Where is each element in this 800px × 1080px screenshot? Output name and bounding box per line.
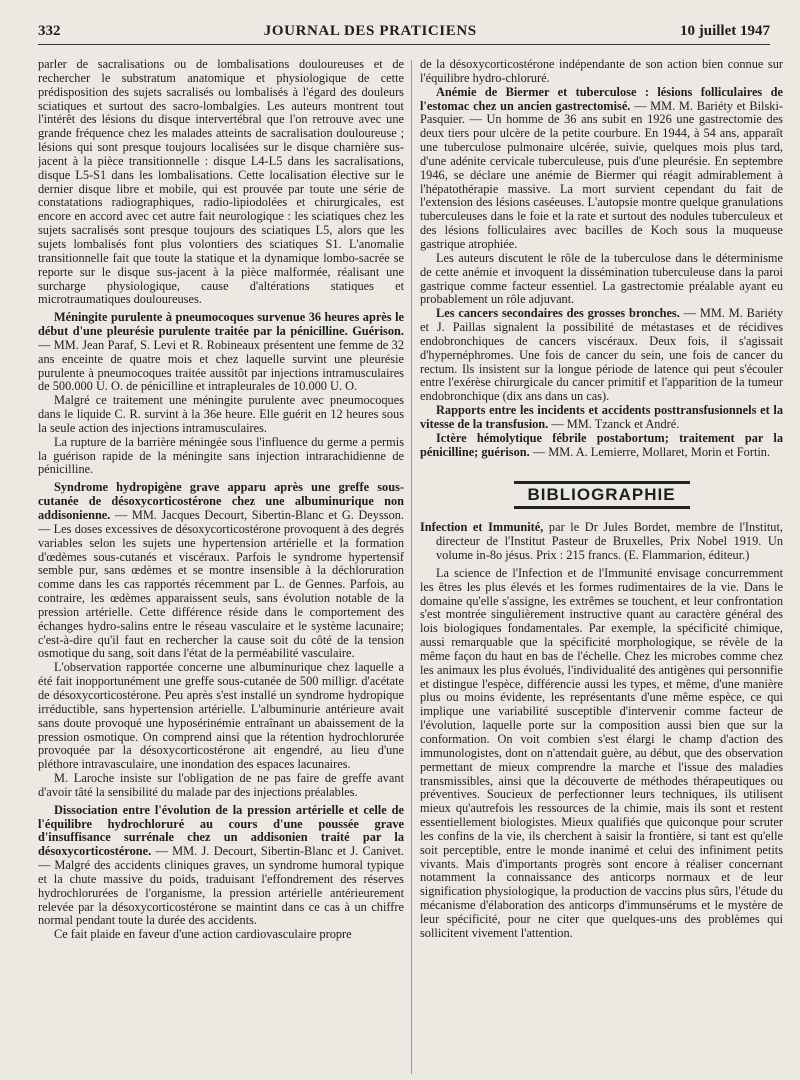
section-paragraph [38, 481, 404, 661]
paragraph: La science de l'Infection et de l'Immunité envisage concurremment les êtres les plus élevés et les formes rudimentaires de la vie. Dans le domaine qu'elle s'assigne, les extrêmes se touchent, et leur confrontation s'est montrée singulièrement instructive quant au caractère général des lois biologiques fondamentales. Par exemple, la spécificité chimique, aussi remarquable que la spécificité morphologique, se révèle de la même façon du haut en bas de l'échelle. Chez les microbes comme chez les animaux les plus évolués, l'individualité des antigènes qui personnifie et distingue l'espèce, différencie aussi les types, et même, d'une manière plus ou moins évidente, les représentants d'une même espèce, ce qui implique une variabilité susceptible d'intervenir comme facteur de l'évolution, laquelle porte sur la composition aussi bien que sur la conformation. On voit combien s'est élargi le champ d'action des immunologistes, dont on n'attendait guère, au début, que des observation permettant de mieux comprendre la marche et l'issue des maladies transmissibles, ainsi que la découverte de méthodes thérapeutiques ou préventives. Soucieux de perfectionner leurs techniques, ils utilisent mieux qu'autrefois les ressources de la chimie, mais ils sont et restent essentiellement biologistes. Mieux qualifiés que quiconque pour scruter les confins de la vie, ils cherchent à saisir la frontière, si tant est qu'elle soit perceptible, entre le monde inanimé et celui des infiniment petits vivants. Mais d'importants progrès sont encore à réaliser concernant notamment la connaissance des anticorps normaux et de leur signification physiologique, la production de vaccins plus sûrs, l'étude du mécanisme d'élaboration des anticorps d'immunsérums et le mystère de leur spécificité, pour ne citer que quelques-uns des problèmes qui sollicitent vivement l'attention. [420, 565, 783, 940]
section-title: Les cancers secondaires des grosses bronches. [436, 306, 680, 321]
paragraph: de la désoxycorticostérone indépendante de son action bien connue sur l'équilibre hydro-chloruré. [420, 58, 783, 85]
section-paragraph [38, 311, 404, 394]
section-title: Syndrome hydropigène grave apparu après une greffe sous-cutanée de désoxycorticostérone chez une albuminurique non addisonienne. [38, 480, 404, 522]
section-title: Ictère hémolytique fébrile postabortum; traitement par la pénicilline; guérison. [420, 430, 783, 459]
section-paragraph [420, 404, 783, 432]
left-column [38, 58, 404, 1080]
paragraph: Les auteurs discutent le rôle de la tuberculose dans le déterminisme de cette anémie et invoquent la dissémination tuberculeuse dans la paroi gastrique comme facteur essentiel. La gastrectomie préalable ayant eu probablement un rôle adjuvant. [420, 250, 783, 307]
section-title: Dissociation entre l'évolution de la pression artérielle et celle de l'équilibre hydrochloruré au cours d'une poussée grave d'insuffisance surrénale chez un addisonien traité par la désoxycorticostérone. [38, 802, 404, 859]
section-text: — MM. Tzanck et André. [548, 416, 680, 431]
section-text: — MM. Jean Paraf, S. Levi et R. Robineaux présentent une femme de 32 ans enceinte de quatre mois et chez laquelle survint une pleurésie purulente à pneumocoques traitée aussitôt par injections intramusculaires de 500.000 U. O. de pénicilline et intrapleurales de 10.000 U. O. [38, 337, 404, 394]
column-divider [411, 60, 412, 1074]
page-number: 332 [38, 22, 61, 39]
section-paragraph [420, 307, 783, 404]
section-text: — MM. J. Decourt, Sibertin-Blanc et J. Canivet. — Malgré des accidents cliniques graves, un syndrome humoral typique et la chute massive du poids, traduisant l'effondrement des réserves hydrochlorurées de l'organisme, la pression artérielle antérieurement relevée par la désoxycorticostérone se maintint dans ce cas à un chiffre normal pendant toute la durée des accidents. [38, 844, 404, 928]
section-text: — MM. M. Bariéty et Bilski-Pasquier. — Un homme de 36 ans subit en 1926 une gastrectomie des deux tiers pour ulcère de la petite courbure. En 1944, à 54 ans, apparaît une tuberculose pulmonaire ulcérée, suivie, quelques mois plus tard, d'une adénite cervicale tuberculeuse, puis d'une pleurésie. En septembre 1946, se déclare une anémie de Biermer qui réagit admirablement à l'hépatothérapie massive. La mort survient cependant du fait de l'extension des lésions caséeuses. L'autopsie montre quelque granulations tuberculeuses dans le foie et la rate et surtout des nodules tuberculeux et des lésions folliculaires avec bacilles de Koch sous la muqueuse gastrique atrophiée. [420, 98, 783, 251]
section-paragraph [38, 804, 404, 929]
section-text: — MM. M. Bariéty et J. Paillas signalent la possibilité de métastases et de récidives endobronchiques de cancers viscéraux. Deux fois, il s'agissait d'hypernéphromes. Une fois de cancer du sein, une fois de cancer du rectum. Ils insistent sur la longue période de latence qui peut s'écouler entre l'exérèse chirurgicale du cancer primitif et l'apparition de la tumeur endobronchique (dix ans dans un cas). [420, 306, 783, 404]
section-title: Rapports entre les incidents et accidents posttransfusionnels et la vitesse de la transfusion. [420, 403, 783, 431]
section-paragraph [420, 432, 783, 460]
bibliography-heading: BIBLIOGRAPHIE [514, 481, 690, 509]
section-title: Méningite purulente à pneumocoques survenue 36 heures après le début d'une pleurésie purulente traitée par la pénicilline. Guérison. [38, 310, 404, 339]
section-text: — MM. A. Lemierre, Mollaret, Morin et Fortin. [529, 444, 771, 459]
section-title: Anémie de Biermer et tuberculose : lésions folliculaires de l'estomac chez un ancien gastrectomisé. [420, 84, 783, 113]
paragraph: La rupture de la barrière méningée sous l'influence du germe a permis la guérison rapide de la méningite sans injection intrarachidienne de pénicilline. [38, 434, 404, 477]
section-text: — MM. Jacques Decourt, Sibertin-Blanc et G. Deysson. — Les doses excessives de désoxycorticostérone provoquent à des degrés variables selon les sujets une hypertension artérielle et la formation d'œdèmes sous-cutanés et viscéraux. Parfois le syndrome hypertensif semble pur, sans œdèmes et se montre insensible à la déchloruration comme dans les cas rapportés récemment par L. de Gennes. Parfois, au contraire, les œdèmes apparaissent seuls, sans évolution notable de la pression artérielle. Cette différence réside dans le comportement des échanges hydro-salins entre le réseau vasculaire et le système lacunaire; c'est-à-dire qu'il faut en rechercher la cause soit du côté de la tension osmotique du sang, soit dans l'état de la perméabilité vasculaire. [38, 508, 404, 661]
running-header [38, 18, 770, 45]
section-paragraph [420, 86, 783, 252]
paragraph: Malgré ce traitement une méningite purulente avec pneumocoques dans le liquide C. R. survint à la 36e heure. Elle guérit en 12 heures sous la seule action des injections intramusculaires. [38, 393, 404, 435]
right-column [420, 58, 783, 1080]
book-title: Infection et Immunité, [420, 520, 544, 535]
book-details: par le Dr Jules Bordet, membre de l'Institut, directeur de l'Institut Pasteur de Bruxelles, Prix Nobel 1919. Un volume in-8o jésus. Prix : 215 francs. (E. Flammarion, éditeur.) [436, 520, 783, 562]
issue-date: 10 juillet 1947 [680, 22, 770, 39]
journal-title: JOURNAL DES PRATICIENS [263, 22, 477, 39]
paragraph: L'observation rapportée concerne une albuminurique chez laquelle a été fait inopportunément une greffe sous-cutanée de 500 milligr. d'acétate de désoxycorticostérone. Peu après s'est installé un syndrome hydropique irréductible, sans hypertension artérielle. L'albuminurie antérieure avait sans doute provoqué une hyposérinémie entraînant un abaissement de la pression osmotique. On comprend ainsi que la rétention hydrochlorurée provoquée par la désoxycorticostérone ait engendré, au lieu d'une pléthore intravasculaire, une inondation des espaces lacunaires. [38, 660, 404, 772]
bibliography-entry [420, 521, 783, 563]
paragraph: parler de sacralisations ou de lombalisations douloureuses et de rechercher le substratum anatomique et physiologique de cette prédisposition des sujets sacralisés ou lombalisés à l'égard des douleurs sciatiques et surtout des sacro-lombalgies. Les auteurs montrent tout l'intérêt des lésions du disque intervertébral que l'on retrouve avec une grande fréquence chez les malades atteints de sacralisation douloureuse ; lésions qui sont presque toujours localisées sur le disque charnière sus-jacent à la pièce transitionnelle : disque L4-L5 dans les sacralisations, disque L5-S1 dans les lombalisations. Cette localisation élective sur le dernier disque libre et mobile, qui est prouvée par toute une série de constatations radiographiques, radio-lipiodolées et chirurgicales, est encore en accord avec cet autre fait neurologique : les sciatiques chez les sujets sacralisés sont presque toujours des sciatiques L5, alors que les sujets lombalisés font plus volontiers des sciatiques S1. L'anomalie transitionnelle fait que toute la statique et la dynamique lombo-sacrée se reporte sur le disque sus-jacent à la pièce malformée, réalisant une surcharge physiologique, cause d'altérations statiques et microtraumatiques douloureuses. [38, 58, 404, 307]
paragraph: Ce fait plaide en faveur d'une action cardiovasculaire propre [54, 927, 352, 942]
paragraph: M. Laroche insiste sur l'obligation de ne pas faire de greffe avant d'avoir tâté la sensibilité du malade par des injections préalables. [38, 771, 404, 799]
